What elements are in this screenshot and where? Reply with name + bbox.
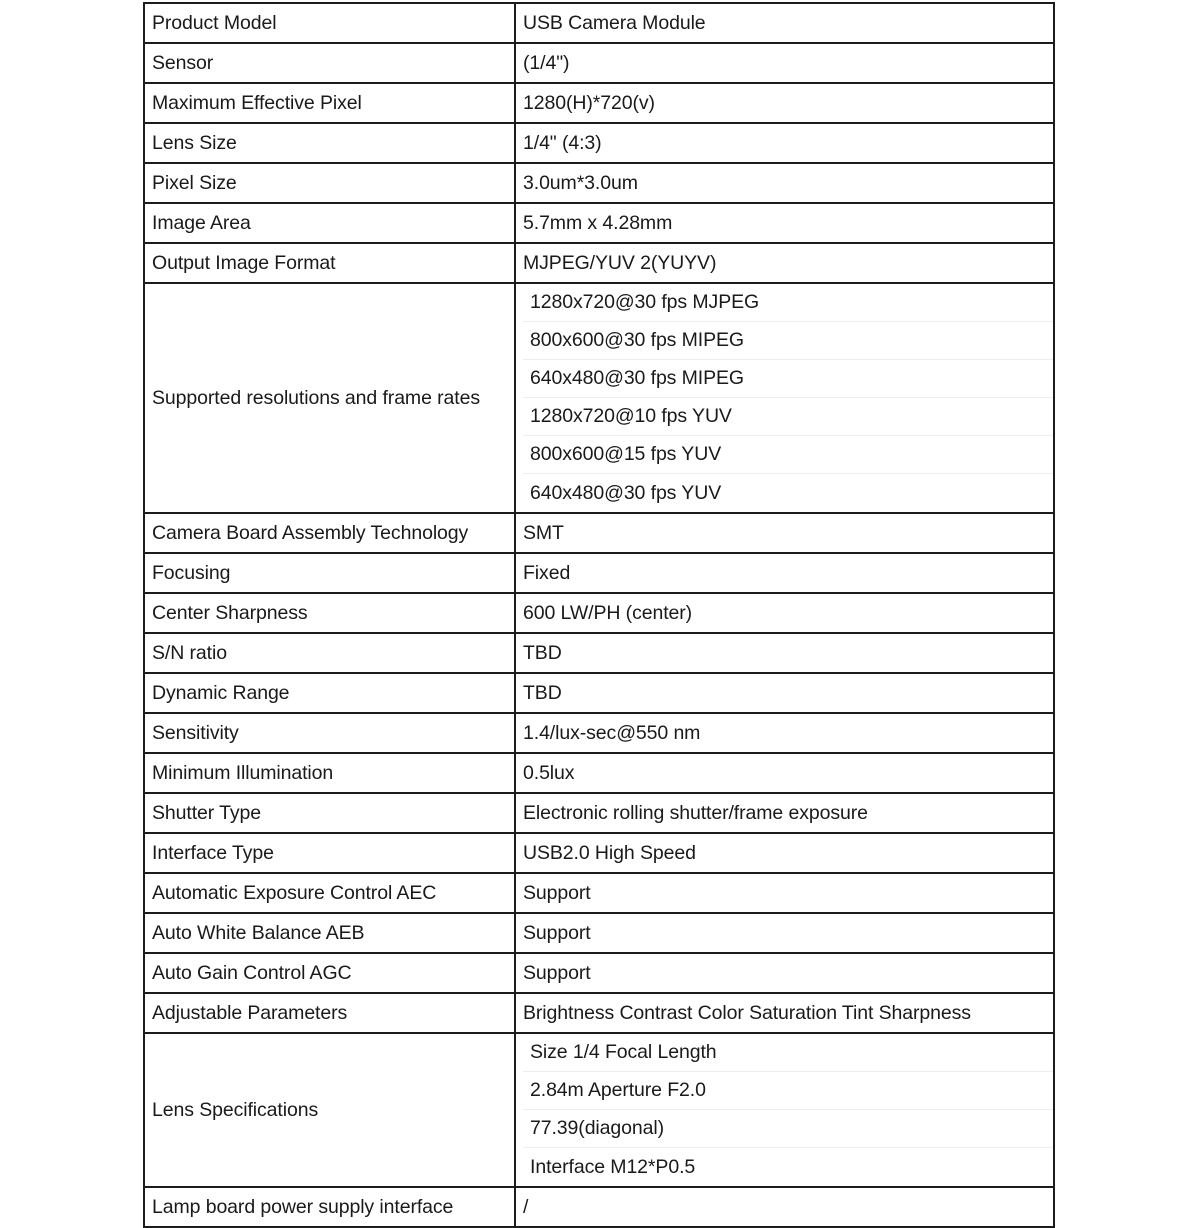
spec-value-cell: Support <box>515 873 1054 913</box>
table-row <box>144 283 1054 513</box>
table-row <box>144 203 1054 243</box>
table-row <box>144 753 1054 793</box>
spec-value-cell: 1.4/lux-sec@550 nm <box>515 713 1054 753</box>
table-row <box>144 673 1054 713</box>
spec-value-item: Interface M12*P0.5 <box>530 1155 696 1178</box>
spec-label-cell: Dynamic Range <box>144 673 515 713</box>
spec-value-list <box>523 1034 1053 1186</box>
spec-label-cell: Lens Size <box>144 123 515 163</box>
spec-label-cell: Shutter Type <box>144 793 515 833</box>
spec-value-cell: Electronic rolling shutter/frame exposure <box>515 793 1054 833</box>
specification-table <box>143 2 1055 1228</box>
spec-value-cell: MJPEG/YUV 2(YUYV) <box>515 243 1054 283</box>
spec-label-cell: Interface Type <box>144 833 515 873</box>
spec-value-item: 800x600@15 fps YUV <box>523 436 1053 474</box>
spec-value-item: 1280x720@30 fps MJPEG <box>523 284 1053 322</box>
spec-label-cell: Automatic Exposure Control AEC <box>144 873 515 913</box>
spec-label-cell: Output Image Format <box>144 243 515 283</box>
spec-value-cell: SMT <box>515 513 1054 553</box>
spec-value-cell: USB Camera Module <box>515 3 1054 43</box>
table-row <box>144 793 1054 833</box>
spec-label-cell: S/N ratio <box>144 633 515 673</box>
spec-value-item: 800x600@30 fps MIPEG <box>523 322 1053 360</box>
spec-value-item: 2.84m Aperture F2.0 <box>523 1072 1053 1110</box>
table-row <box>144 833 1054 873</box>
spec-value-cell: 3.0um*3.0um <box>515 163 1054 203</box>
spec-value-cell: USB2.0 High Speed <box>515 833 1054 873</box>
table-row <box>144 873 1054 913</box>
spec-value-cell: / <box>515 1187 1054 1227</box>
spec-label-cell: Adjustable Parameters <box>144 993 515 1033</box>
spec-value-cell: TBD <box>515 633 1054 673</box>
spec-label-cell: Lamp board power supply interface <box>144 1187 515 1227</box>
spec-value-cell: 1/4" (4:3) <box>515 123 1054 163</box>
spec-label-cell: Camera Board Assembly Technology <box>144 513 515 553</box>
spec-label-cell: Maximum Effective Pixel <box>144 83 515 123</box>
spec-value-item: 77.39(diagonal) <box>523 1110 1053 1148</box>
spec-label-cell: Auto Gain Control AGC <box>144 953 515 993</box>
spec-value-cell: 600 LW/PH (center) <box>515 593 1054 633</box>
spec-value-cell <box>515 1033 1054 1187</box>
spec-label-cell: Supported resolutions and frame rates <box>144 283 515 513</box>
spec-label-cell: Sensitivity <box>144 713 515 753</box>
spec-label-cell: Auto White Balance AEB <box>144 913 515 953</box>
spec-label-cell: Image Area <box>144 203 515 243</box>
table-row <box>144 953 1054 993</box>
spec-label-cell: Focusing <box>144 553 515 593</box>
spec-value-cell: TBD <box>515 673 1054 713</box>
table-row <box>144 43 1054 83</box>
spec-value-cell <box>515 283 1054 513</box>
spec-value-cell: 0.5lux <box>515 753 1054 793</box>
spec-value-cell: (1/4") <box>515 43 1054 83</box>
spec-label-cell: Center Sharpness <box>144 593 515 633</box>
table-row <box>144 913 1054 953</box>
table-row <box>144 123 1054 163</box>
spec-value-cell: 5.7mm x 4.28mm <box>515 203 1054 243</box>
table-row <box>144 83 1054 123</box>
spec-value-cell: Brightness Contrast Color Saturation Tint Sharpness <box>515 993 1054 1033</box>
spec-value-item: Size 1/4 Focal Length <box>523 1034 1053 1072</box>
table-row <box>144 1187 1054 1227</box>
table-row <box>144 163 1054 203</box>
spec-label-cell: Sensor <box>144 43 515 83</box>
spec-value-cell: Support <box>515 913 1054 953</box>
spec-value-item: 1280x720@10 fps YUV <box>523 398 1053 436</box>
spec-value-item: 640x480@30 fps MIPEG <box>523 360 1053 398</box>
table-row <box>144 553 1054 593</box>
table-row <box>144 993 1054 1033</box>
table-row <box>144 243 1054 283</box>
spec-label-cell: Lens Specifications <box>144 1033 515 1187</box>
spec-value-cell: 1280(H)*720(v) <box>515 83 1054 123</box>
spec-label-cell: Product Model <box>144 3 515 43</box>
table-row <box>144 3 1054 43</box>
spec-value-list <box>523 284 1053 512</box>
specification-sheet <box>143 2 1053 1228</box>
table-row <box>144 713 1054 753</box>
spec-value-item: 640x480@30 fps YUV <box>530 481 722 504</box>
spec-label-cell: Pixel Size <box>144 163 515 203</box>
table-row <box>144 633 1054 673</box>
table-row <box>144 593 1054 633</box>
spec-value-cell: Fixed <box>515 553 1054 593</box>
table-row <box>144 513 1054 553</box>
spec-label-cell: Minimum Illumination <box>144 753 515 793</box>
table-row <box>144 1033 1054 1187</box>
specification-table-body <box>144 3 1054 1227</box>
spec-value-cell: Support <box>515 953 1054 993</box>
